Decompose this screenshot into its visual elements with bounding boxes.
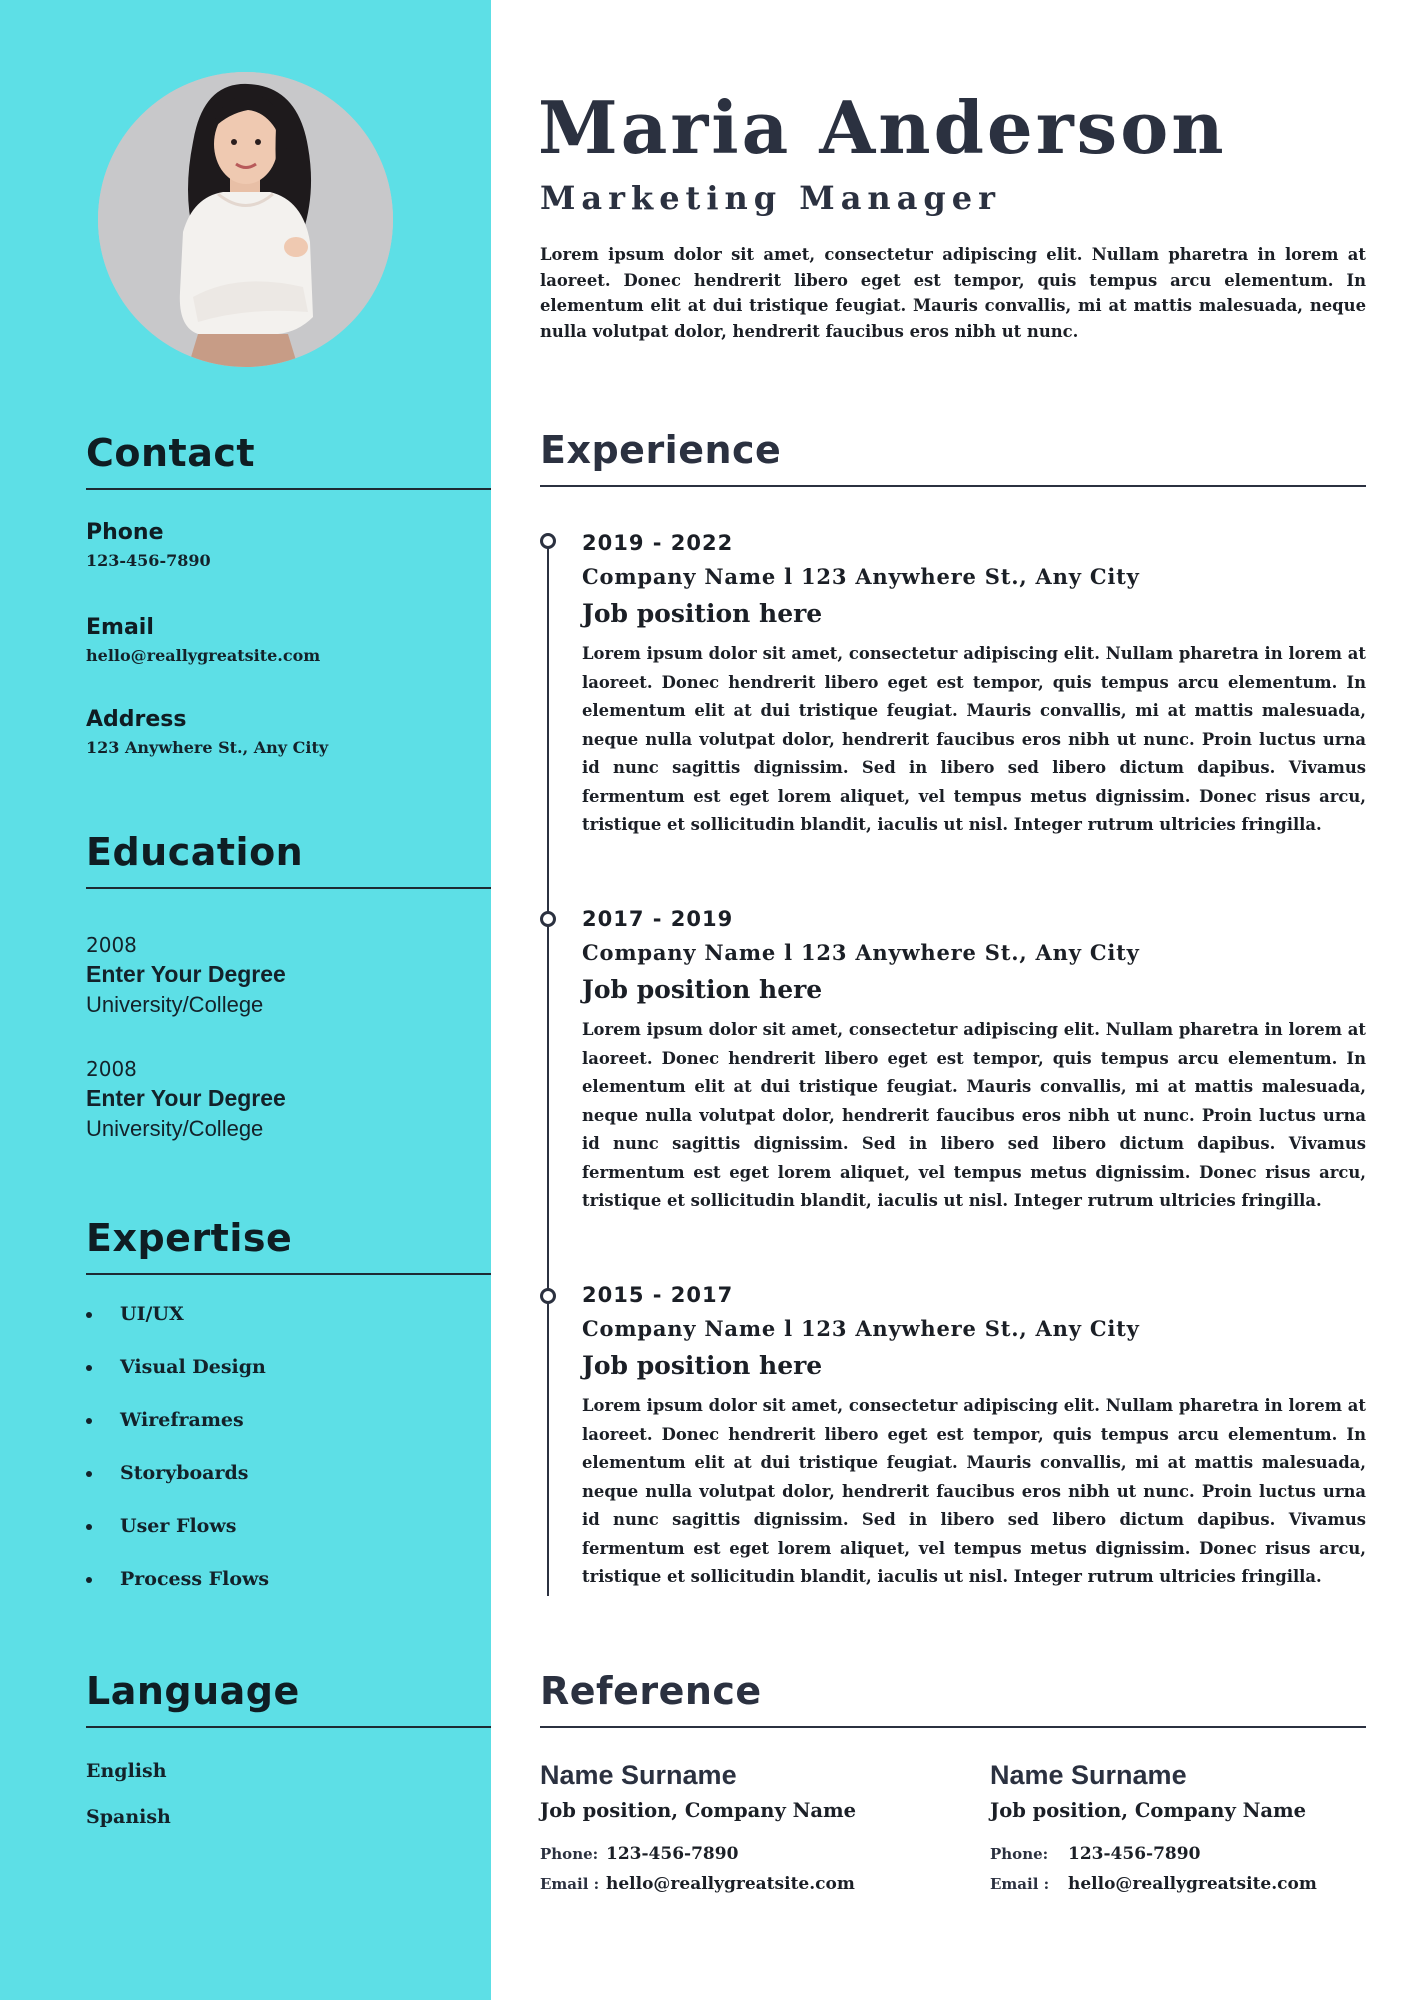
reference-phone — [540, 1846, 738, 1863]
profile-photo — [98, 72, 393, 367]
reference-phone-value: 123-456-7890 — [606, 1844, 739, 1864]
experience-position: Job position here — [582, 1351, 823, 1380]
experience-divider — [540, 485, 1366, 487]
reference-email-value[interactable]: hello@reallygreatsite.com — [1068, 1874, 1317, 1894]
reference-email — [540, 1876, 855, 1893]
expertise-item: UI/UX — [86, 1303, 269, 1356]
education-degree: Enter Your Degree — [86, 961, 286, 987]
experience-heading: Experience — [540, 428, 782, 472]
experience-item — [582, 909, 1366, 1216]
expertise-section — [86, 1216, 491, 1275]
timeline-line — [547, 548, 549, 1596]
reference-divider — [540, 1726, 1366, 1728]
education-school: University/College — [86, 1116, 264, 1141]
email-label: Email — [86, 615, 154, 640]
profile-photo-image — [98, 72, 393, 367]
profile-summary: Lorem ipsum dolor sit amet, consectetur adipiscing elit. Nullam pharetra in lorem at laoreet. Donec hendrerit libero eget est tempor, quis tempus arcu elementum. In elementum elit at dui tristique feugiat. Mauris convallis, mi at mattis malesuada, neque nulla volutpat dolor, hendrerit faucibus eros nibh ut nunc. — [540, 245, 1366, 341]
education-school: University/College — [86, 992, 264, 1017]
reference-phone — [990, 1846, 1200, 1863]
experience-years: 2015 - 2017 — [582, 1283, 734, 1307]
reference-phone-key: Phone: — [540, 1845, 599, 1863]
reference-phone-key: Phone: — [990, 1845, 1049, 1863]
reference-section — [540, 1669, 1366, 1728]
education-divider — [86, 887, 491, 889]
language-item: Spanish — [86, 1806, 171, 1828]
expertise-item: Wireframes — [86, 1409, 269, 1462]
person-name: Maria Anderson — [538, 85, 1227, 170]
education-item — [86, 1059, 286, 1140]
contact-email — [86, 617, 320, 664]
experience-company: Company Name l 123 Anywhere St., Any City — [582, 1316, 1140, 1341]
expertise-item: Visual Design — [86, 1356, 269, 1409]
education-section — [86, 830, 491, 889]
expertise-list — [86, 1303, 269, 1621]
reference-email-key: Email : — [990, 1875, 1050, 1893]
contact-heading: Contact — [86, 431, 256, 475]
reference-name: Name Surname — [540, 1760, 737, 1790]
reference-phone-value: 123-456-7890 — [1068, 1844, 1201, 1864]
experience-company: Company Name l 123 Anywhere St., Any City — [582, 940, 1140, 965]
timeline-dot — [540, 533, 556, 549]
education-item — [86, 935, 286, 1016]
timeline-dot — [540, 1288, 556, 1304]
reference-name: Name Surname — [990, 1760, 1187, 1790]
education-degree: Enter Your Degree — [86, 1085, 286, 1111]
experience-section — [540, 428, 1366, 487]
education-heading: Education — [86, 830, 304, 874]
phone-label: Phone — [86, 520, 164, 545]
reference-position: Job position, Company Name — [540, 1799, 857, 1822]
phone-value: 123-456-7890 — [86, 551, 211, 570]
contact-address — [86, 709, 328, 756]
expertise-item: Storyboards — [86, 1462, 269, 1515]
timeline-dot — [540, 911, 556, 927]
reference-email-key: Email : — [540, 1875, 600, 1893]
education-year: 2008 — [86, 933, 137, 957]
experience-company: Company Name l 123 Anywhere St., Any City — [582, 564, 1140, 589]
language-heading: Language — [86, 1669, 300, 1713]
experience-years: 2017 - 2019 — [582, 907, 734, 931]
reference-heading: Reference — [540, 1669, 762, 1713]
experience-position: Job position here — [582, 599, 823, 628]
education-year: 2008 — [86, 1057, 137, 1081]
expertise-item: User Flows — [86, 1515, 269, 1568]
contact-divider — [86, 488, 491, 490]
expertise-item: Process Flows — [86, 1568, 269, 1621]
contact-phone — [86, 522, 211, 569]
experience-years: 2019 - 2022 — [582, 531, 734, 555]
address-value: 123 Anywhere St., Any City — [86, 738, 329, 757]
contact-section — [86, 431, 491, 490]
address-label: Address — [86, 707, 187, 732]
experience-position: Job position here — [582, 975, 823, 1004]
person-title: Marketing Manager — [540, 179, 1002, 217]
expertise-divider — [86, 1273, 491, 1275]
experience-description: Lorem ipsum dolor sit amet, consectetur adipiscing elit. Nullam pharetra in lorem at laoreet. Donec hendrerit libero eget est tempor, quis tempus arcu elementum. In elementum elit at dui tristique feugiat. Mauris convallis, mi at mattis malesuada, neque nulla volutpat dolor, hendrerit faucibus eros nibh ut nunc. Proin luctus urna id nunc sagittis dignissim. Sed in libero sed libero dictum dapibus. Vivamus fermentum est eget lorem aliquet, vel tempus metus dignissim. Donec risus arcu, tristique et sollicitudin blandit, iaculis ut nisl. Integer rutrum ultricies fringilla. — [582, 1396, 1366, 1586]
reference-card — [540, 1760, 960, 1894]
reference-card — [990, 1760, 1410, 1894]
expertise-heading: Expertise — [86, 1216, 293, 1260]
experience-description: Lorem ipsum dolor sit amet, consectetur adipiscing elit. Nullam pharetra in lorem at laoreet. Donec hendrerit libero eget est tempor, quis tempus arcu elementum. In elementum elit at dui tristique feugiat. Mauris convallis, mi at mattis malesuada, neque nulla volutpat dolor, hendrerit faucibus eros nibh ut nunc. Proin luctus urna id nunc sagittis dignissim. Sed in libero sed libero dictum dapibus. Vivamus fermentum est eget lorem aliquet, vel tempus metus dignissim. Donec risus arcu, tristique et sollicitudin blandit, iaculis ut nisl. Integer rutrum ultricies fringilla. — [582, 644, 1366, 834]
language-section — [86, 1669, 491, 1728]
email-value[interactable]: hello@reallygreatsite.com — [86, 646, 321, 665]
experience-description: Lorem ipsum dolor sit amet, consectetur adipiscing elit. Nullam pharetra in lorem at laoreet. Donec hendrerit libero eget est tempor, quis tempus arcu elementum. In elementum elit at dui tristique feugiat. Mauris convallis, mi at mattis malesuada, neque nulla volutpat dolor, hendrerit faucibus eros nibh ut nunc. Proin luctus urna id nunc sagittis dignissim. Sed in libero sed libero dictum dapibus. Vivamus fermentum est eget lorem aliquet, vel tempus metus dignissim. Donec risus arcu, tristique et sollicitudin blandit, iaculis ut nisl. Integer rutrum ultricies fringilla. — [582, 1020, 1366, 1210]
experience-item — [582, 533, 1366, 840]
experience-item — [582, 1285, 1366, 1592]
reference-email — [990, 1876, 1317, 1893]
language-item: English — [86, 1760, 167, 1782]
language-divider — [86, 1726, 491, 1728]
reference-email-value[interactable]: hello@reallygreatsite.com — [606, 1874, 855, 1894]
reference-position: Job position, Company Name — [990, 1799, 1307, 1822]
